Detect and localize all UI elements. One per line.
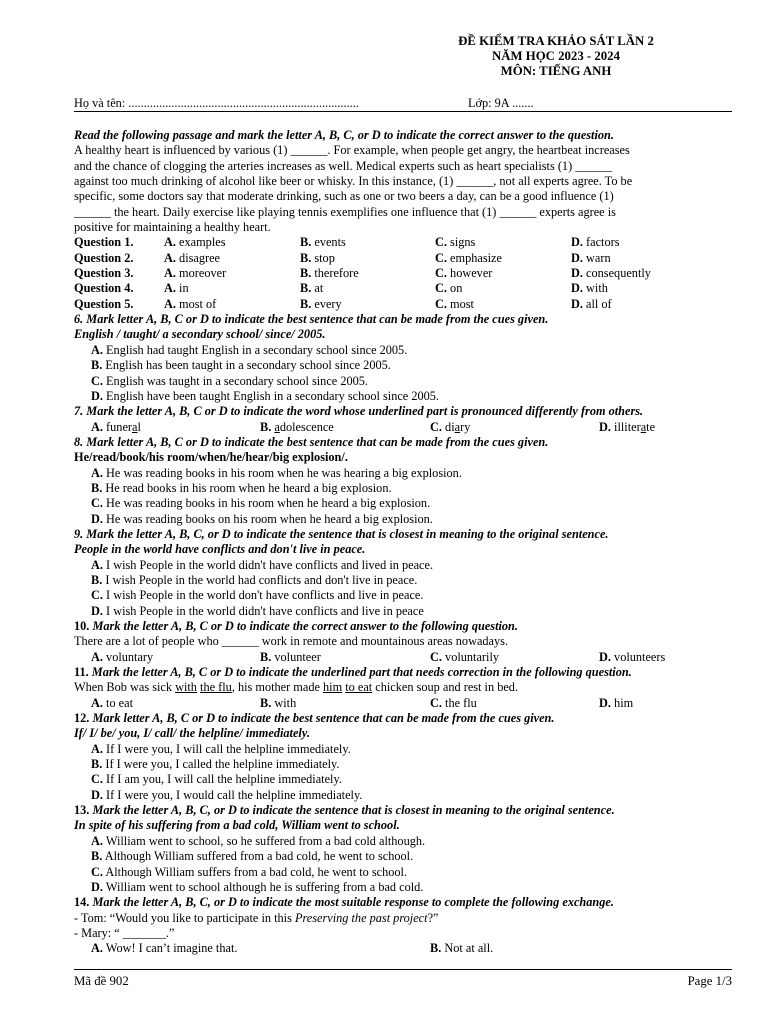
q11-options	[74, 696, 734, 711]
q10-option-a: A. voluntary	[91, 649, 154, 664]
q11-option-c: C. the flu	[430, 695, 477, 710]
q9-option-b: B. I wish People in the world had conflicts and don't live in peace.	[91, 572, 418, 587]
option-b: B. events	[300, 235, 346, 250]
q10-option-d: D. volunteers	[599, 649, 666, 664]
passage-line: and the chance of clogging the arteries increases as well. Medical experts such as heart specialists (1) ______	[74, 158, 613, 173]
q14-option-a: A. Wow! I can’t imagine that.	[91, 941, 238, 956]
option-a: A. most of	[164, 296, 217, 311]
option-c: C. however	[435, 266, 493, 281]
option-d: D. factors	[571, 235, 620, 250]
exam-content	[74, 128, 734, 957]
q12-option-d: D. If I were you, I would call the helpline immediately.	[91, 787, 363, 802]
school-year: NĂM HỌC 2023 - 2024	[492, 49, 620, 63]
q14-mary-line: - Mary: “ _______.”	[74, 925, 175, 940]
q8-option-b: B. He read books in his room when he heard a big explosion.	[91, 480, 392, 495]
option-a: A. in	[164, 281, 189, 296]
q11-instruction: 11. Mark the letter A, B, C or D to indicate the underlined part that needs correction in the following question.	[74, 665, 632, 680]
option-c: C. emphasize	[435, 250, 502, 265]
q8-option-c: C. He was reading books in his room when he heard a big explosion.	[91, 496, 431, 511]
q6-option-c: C. English was taught in a secondary school since 2005.	[91, 373, 368, 388]
page-number: Page 1/3	[687, 974, 732, 988]
q12-cue: If/ I/ be/ you, I/ call/ the helpline/ immediately.	[74, 726, 310, 741]
student-info-line	[74, 96, 732, 111]
student-name-field: Họ và tên: ...........................................................................	[74, 96, 359, 110]
question-label: Question 5.	[74, 296, 134, 311]
q6-cue: English / taught/ a secondary school/ since/ 2005.	[74, 327, 326, 342]
q12-option-a: A. If I were you, I will call the helpline immediately.	[91, 741, 351, 756]
option-c: C. on	[435, 281, 463, 296]
passage-line: positive for maintaining a healthy heart.	[74, 220, 271, 235]
q14-option-b: B. Not at all.	[430, 941, 494, 956]
passage-line: against too much drinking of alcohol like beer or whisky. In this instance, (1) ______, not all experts agree. To be	[74, 174, 633, 189]
q11-stem: When Bob was sick with the flu, his mother made him to eat chicken soup and rest in bed.	[74, 680, 519, 695]
q8-option-d: D. He was reading books on his room when he heard a big explosion.	[91, 511, 433, 526]
q8-instruction: 8. Mark letter A, B, C or D to indicate the best sentence that can be made from the cues given.	[74, 434, 549, 449]
page-footer	[74, 974, 732, 989]
q11-option-a: A. to eat	[91, 695, 134, 710]
q9-cue: People in the world have conflicts and don't live in peace.	[74, 542, 366, 557]
q14-instruction: 14. Mark the letter A, B, C, or D to indicate the most suitable response to complete the following exchange.	[74, 895, 614, 910]
q7-option-c: C. diary	[430, 419, 471, 434]
q8-cue: He/read/book/his room/when/he/hear/big explosion/.	[74, 450, 348, 465]
question-row	[74, 297, 734, 312]
footer-divider	[74, 969, 732, 970]
option-d: D. with	[571, 281, 608, 296]
q14-options	[74, 941, 734, 956]
q10-stem: There are a lot of people who ______ work in remote and mountainous areas nowadays.	[74, 634, 509, 649]
q11-option-d: D. him	[599, 695, 634, 710]
q13-instruction: 13. Mark the letter A, B, C, or D to indicate the sentence that is closest in meaning to the original sentence.	[74, 803, 615, 818]
option-c: C. most	[435, 296, 474, 311]
q9-option-a: A. I wish People in the world didn't have conflicts and lived in peace.	[91, 557, 434, 572]
q10-options	[74, 650, 734, 665]
q11-option-b: B. with	[260, 695, 297, 710]
q13-option-d: D. William went to school although he is suffering from a bad cold.	[91, 879, 424, 894]
question-row	[74, 251, 734, 266]
q10-option-b: B. volunteer	[260, 649, 321, 664]
q9-instruction: 9. Mark the letter A, B, C, or D to indicate the sentence that is closest in meaning to the original sentence.	[74, 526, 609, 541]
q13-option-c: C. Although William suffers from a bad cold, he went to school.	[91, 864, 408, 879]
exam-title: ĐỀ KIỂM TRA KHẢO SÁT LẦN 2	[458, 34, 654, 48]
option-b: B. stop	[300, 250, 335, 265]
option-b: B. therefore	[300, 266, 359, 281]
option-c: C. signs	[435, 235, 476, 250]
q12-option-b: B. If I were you, I called the helpline immediately.	[91, 757, 340, 772]
q9-option-c: C. I wish People in the world don't have conflicts and live in peace.	[91, 588, 424, 603]
q7-options	[74, 420, 734, 435]
exam-header	[436, 34, 676, 79]
option-a: A. moreover	[164, 266, 227, 281]
q6-option-d: D. English have been taught English in a secondary school since 2005.	[91, 388, 440, 403]
passage-line: A healthy heart is influenced by various (1) ______. For example, when people get angry, the heartbeat increases	[74, 143, 630, 158]
q13-option-a: A. William went to school, so he suffered from a bad cold although.	[91, 833, 426, 848]
option-a: A. examples	[164, 235, 226, 250]
q10-option-c: C. voluntarily	[430, 649, 500, 664]
q6-option-b: B. English has been taught in a secondary school since 2005.	[91, 358, 391, 373]
exam-code: Mã đề 902	[74, 974, 129, 988]
reading-passage	[74, 143, 734, 235]
question-label: Question 4.	[74, 281, 134, 296]
q7-instruction: 7. Mark the letter A, B, C or D to indicate the word whose underlined part is pronounced differently from others.	[74, 404, 644, 419]
passage-line: specific, some doctors say that moderate drinking, such as one or two beers a day, can be a good influence (1)	[74, 189, 614, 204]
subject: MÔN: TIẾNG ANH	[500, 64, 612, 78]
question-row	[74, 266, 734, 281]
q9-option-d: D. I wish People in the world didn't have conflicts and live in peace	[91, 603, 424, 618]
option-a: A. disagree	[164, 250, 221, 265]
q6-instruction: 6. Mark letter A, B, C or D to indicate the best sentence that can be made from the cues given.	[74, 312, 549, 327]
class-field: Lớp: 9A .......	[468, 96, 534, 110]
q12-instruction: 12. Mark letter A, B, C or D to indicate the best sentence that can be made from the cues given.	[74, 711, 555, 726]
question-label: Question 3.	[74, 266, 134, 281]
q13-cue: In spite of his suffering from a bad cold, William went to school.	[74, 818, 400, 833]
q10-instruction: 10. Mark the letter A, B, C or D to indicate the correct answer to the following question.	[74, 619, 518, 633]
q7-option-d: D. illiterate	[599, 419, 656, 434]
q8-option-a: A. He was reading books in his room when he was hearing a big explosion.	[91, 465, 462, 480]
question-label: Question 2.	[74, 250, 134, 265]
option-b: B. at	[300, 281, 324, 296]
option-d: D. all of	[571, 296, 612, 311]
q12-option-c: C. If I am you, I will call the helpline immediately.	[91, 772, 342, 787]
q13-option-b: B. Although William suffered from a bad cold, he went to school.	[91, 849, 414, 864]
q7-option-a: A. funeral	[91, 419, 141, 434]
q7-option-b: B. adolescence	[260, 419, 334, 434]
question-row	[74, 281, 734, 296]
question-row	[74, 235, 734, 250]
question-label: Question 1.	[74, 235, 134, 250]
option-d: D. consequently	[571, 266, 651, 281]
passage-instruction: Read the following passage and mark the letter A, B, C, or D to indicate the correct answer to the question.	[74, 128, 614, 142]
q6-option-a: A. English had taught English in a secondary school since 2005.	[91, 342, 408, 357]
passage-line: ______ the heart. Daily exercise like playing tennis exemplifies one influence that (1) ______ experts agree is	[74, 204, 616, 219]
option-b: B. every	[300, 296, 342, 311]
option-d: D. warn	[571, 250, 611, 265]
header-divider	[74, 111, 732, 112]
q14-tom-line: - Tom: “Would you like to participate in this Preserving the past project?”	[74, 910, 439, 925]
